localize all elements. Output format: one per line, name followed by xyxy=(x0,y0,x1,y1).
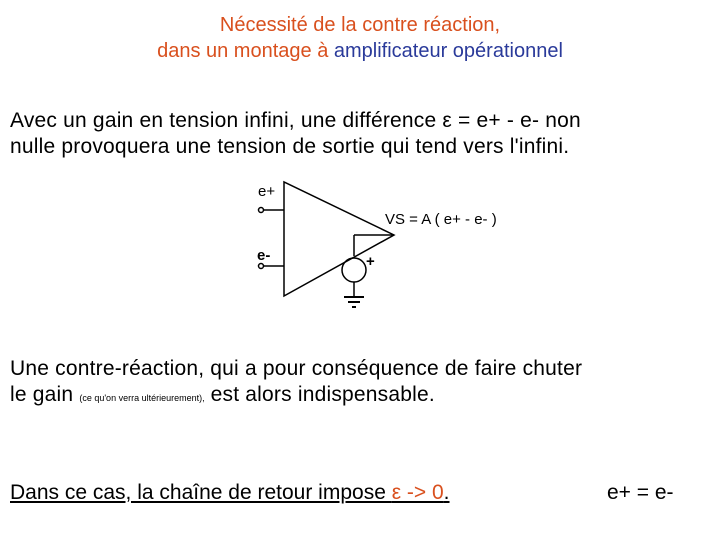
paragraph-feedback-line-2-end: est alors indispensable. xyxy=(204,383,435,406)
paragraph-feedback-note: (ce qu'on verra ultérieurement), xyxy=(79,393,205,403)
equality-statement: e+ = e- xyxy=(607,481,674,504)
opamp-triangle xyxy=(284,182,394,296)
title-line-1: Nécessité de la contre réaction, xyxy=(219,14,501,36)
paragraph-feedback xyxy=(10,356,710,411)
title-line-2-highlight: amplificateur opérationnel xyxy=(333,40,563,62)
slide-title xyxy=(0,12,720,64)
conclusion-epsilon: ε -> 0 xyxy=(391,481,444,504)
output-plus-label: + xyxy=(366,253,375,270)
paragraph-feedback-line-2-start: le gain xyxy=(10,383,80,406)
input-minus-terminal-icon xyxy=(259,264,264,269)
conclusion-period: . xyxy=(443,481,450,504)
title-line-2 xyxy=(0,38,720,64)
voltage-source-icon xyxy=(342,258,366,282)
input-plus-terminal-icon xyxy=(259,208,264,213)
input-plus-label: e+ xyxy=(258,183,276,200)
ground-icon xyxy=(344,297,364,307)
conclusion-sentence xyxy=(10,481,450,505)
paragraph-feedback-line-1: Une contre-réaction, qui a pour conséquence de faire chuter xyxy=(10,357,583,380)
output-equation: VS = A ( e+ - e- ) xyxy=(385,211,497,228)
opamp-diagram xyxy=(250,176,540,316)
paragraph-feedback-line-2 xyxy=(10,382,710,411)
paragraph-gain-line-2: nulle provoquera une tension de sortie qui tend vers l'infini. xyxy=(10,135,570,158)
paragraph-gain-line-1: Avec un gain en tension infini, une différence ε = e+ - e- non xyxy=(10,109,581,132)
input-minus-label: e- xyxy=(257,247,271,264)
conclusion-text: Dans ce cas, la chaîne de retour impose xyxy=(10,481,392,504)
title-line-2-prefix: dans un montage à xyxy=(157,40,334,62)
paragraph-gain xyxy=(10,108,710,160)
